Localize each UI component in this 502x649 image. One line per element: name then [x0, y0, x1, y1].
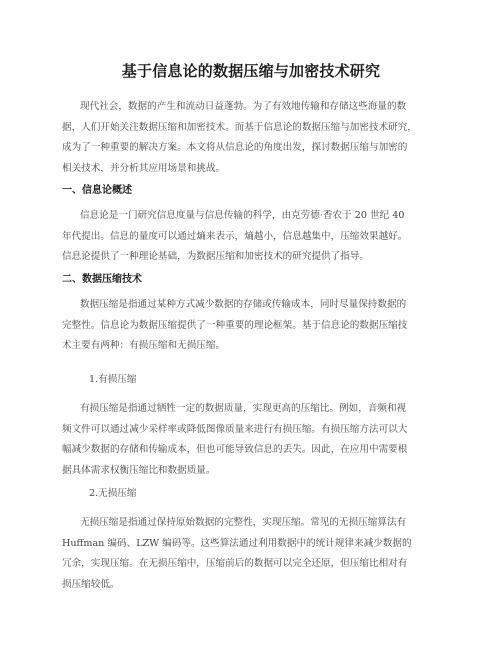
paragraph-line: 无损压缩是指通过保持原始数据的完整性，实现压缩。常见的无损压缩算法有 [80, 517, 407, 528]
paragraph-line: 术主要有两种：有损压缩和无损压缩。 [62, 340, 226, 351]
paragraph-line: 幅减少数据的存储和传输成本，但也可能导致信息的丢失。因此，在应用中需要根 [62, 444, 408, 455]
paragraph-line: 信息论是一门研究信息度量与信息传输的科学，由克劳德·香农于 20 世纪 40 [80, 210, 405, 221]
section-heading-data-compression: 二、数据压缩技术 [62, 274, 142, 285]
lossless-paragraph [62, 513, 454, 595]
section2-paragraph [62, 295, 454, 357]
paragraph-line: 信息论提供了一种理论基础，为数据压缩和加密技术的研究提供了指导。 [62, 251, 369, 262]
subsection-heading-lossy: 1.有损压缩 [89, 374, 137, 385]
paragraph-line: 完整性。信息论为数据压缩提供了一种重要的理论框架。基于信息论的数据压缩技 [62, 319, 408, 331]
paragraph-line: 数据压缩是指通过某种方式减少数据的存储或传输成本，同时尽量保持数据的 [80, 299, 407, 310]
paragraph-line: 相关技术，并分析其应用场景和挑战。 [62, 162, 226, 174]
paragraph-line: 冗余，实现压缩。在无损压缩中，压缩前后的数据可以完全还原，但压缩比相对有 [62, 558, 408, 569]
paragraph-line: 成为了一种重要的解决方案。本文将从信息论的角度出发，探讨数据压缩与加密的 [62, 142, 408, 153]
paragraph-line: 据具体需求权衡压缩比和数据质量。 [62, 464, 216, 476]
paragraph-line: 年代提出。信息的量度可以通过熵来表示，熵越小，信息越集中，压缩效果越好。 [62, 230, 408, 242]
paragraph-line: Huffman 编码、LZW 编码等。这些算法通过利用数据中的统计规律来减少数据的 [62, 537, 412, 549]
section1-paragraph [62, 206, 454, 268]
lossy-paragraph [62, 399, 454, 481]
section-heading-information-theory: 一、信息论概述 [62, 185, 132, 196]
paragraph-line: 有损压缩是指通过牺牲一定的数据质量，实现更高的压缩比。例如，音频和视 [80, 403, 407, 414]
paragraph-line: 频文件可以通过减少采样率或降低图像质量来进行有损压缩。有损压缩方法可以大 [62, 423, 408, 435]
document-title: 基于信息论的数据压缩与加密技术研究 [121, 62, 381, 80]
subsection-heading-lossless: 2.无损压缩 [89, 488, 137, 499]
intro-paragraph [62, 97, 454, 179]
paragraph-line: 损压缩较低。 [62, 578, 120, 590]
paragraph-line: 据，人们开始关注数据压缩和加密技术。而基于信息论的数据压缩与加密技术研究， [62, 121, 417, 133]
paragraph-line: 现代社会，数据的产生和流动日益蓬勃。为了有效地传输和存储这些海量的数 [80, 101, 407, 112]
